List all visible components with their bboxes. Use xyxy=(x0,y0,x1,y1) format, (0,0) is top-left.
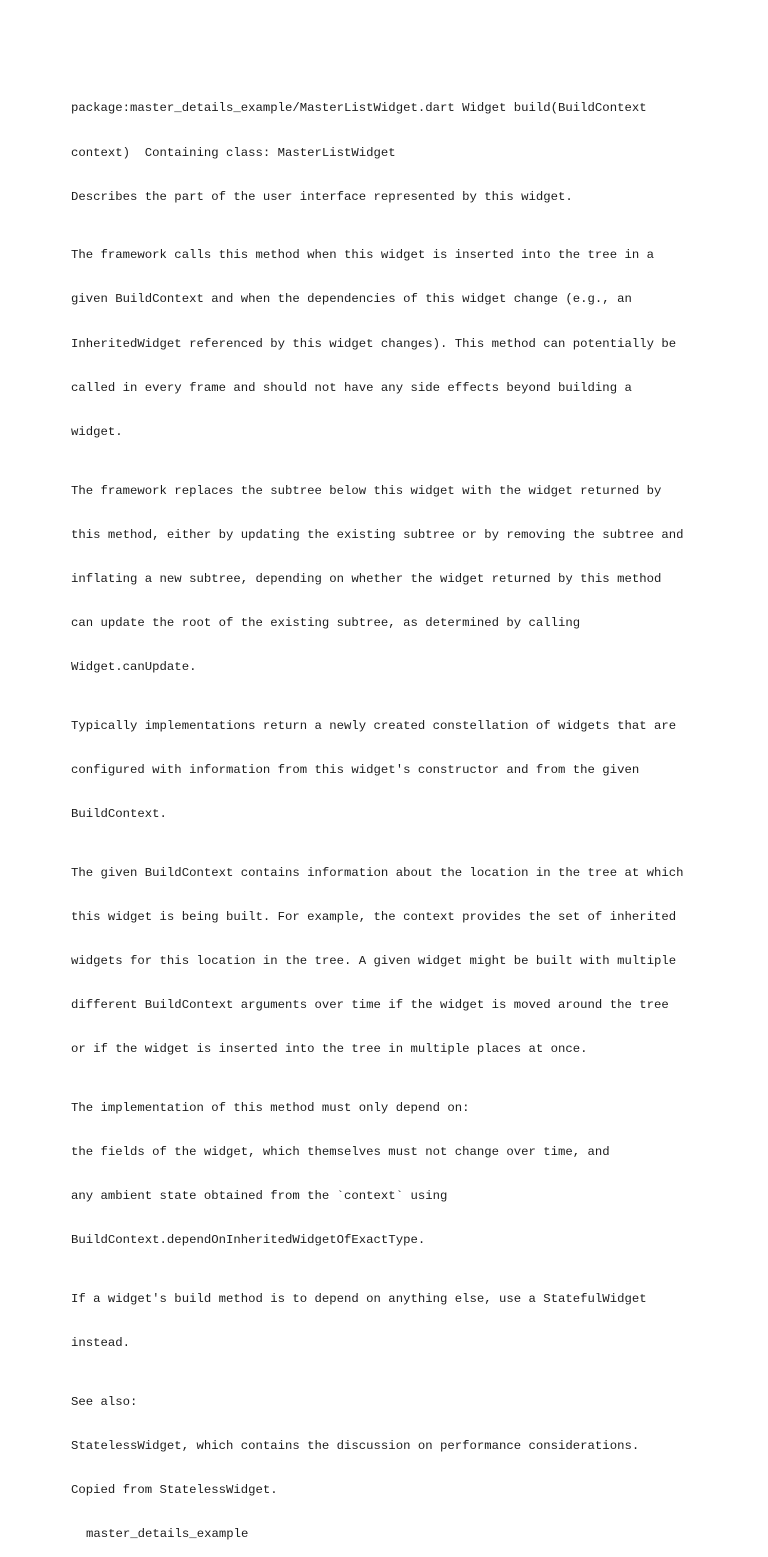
paragraph-line: The framework calls this method when this widget is inserted into the tree in a xyxy=(71,248,654,263)
paragraph-line: this widget is being built. For example, the context provides the set of inherited xyxy=(71,909,677,924)
list-item: any ambient state obtained from the `context` using xyxy=(71,1189,448,1204)
list-item: BuildContext.dependOnInheritedWidgetOfExactType. xyxy=(71,1233,426,1248)
copied-from-note: Copied from StatelessWidget. xyxy=(71,1483,278,1498)
paragraph-line: InheritedWidget referenced by this widget changes). This method can potentially be xyxy=(71,336,677,351)
see-also-item: StatelessWidget, which contains the discussion on performance considerations. xyxy=(71,1438,640,1453)
paragraph-line: The given BuildContext contains information about the location in the tree at which xyxy=(71,865,684,880)
paragraph-line: configured with information from this widget's constructor and from the given xyxy=(71,762,640,777)
list-item: the fields of the widget, which themselves must not change over time, and xyxy=(71,1144,610,1159)
summary-text: Describes the part of the user interface represented by this widget. xyxy=(71,189,573,204)
paragraph-line: BuildContext. xyxy=(71,806,167,821)
paragraph-line: Widget.canUpdate. xyxy=(71,659,197,674)
paragraph-line: The framework replaces the subtree below this widget with the widget returned by xyxy=(71,483,662,498)
paragraph-line: or if the widget is inserted into the tree in multiple places at once. xyxy=(71,1042,588,1057)
paragraph-line: given BuildContext and when the dependencies of this widget change (e.g., an xyxy=(71,292,632,307)
paragraph-line: Typically implementations return a newly created constellation of widgets that are xyxy=(71,718,677,733)
signature-line-2: context) Containing class: MasterListWidget xyxy=(71,145,396,160)
paragraph-line: called in every frame and should not have any side effects beyond building a xyxy=(71,380,632,395)
package-name: master_details_example xyxy=(86,1527,249,1542)
paragraph-line: If a widget's build method is to depend on anything else, use a StatefulWidget xyxy=(71,1291,647,1306)
documentation-popup xyxy=(71,72,711,1557)
paragraph-line: can update the root of the existing subtree, as determined by calling xyxy=(71,615,581,630)
paragraph-line: widgets for this location in the tree. A given widget might be built with multiple xyxy=(71,953,677,968)
signature-line-1: package:master_details_example/MasterListWidget.dart Widget build(BuildContext xyxy=(71,101,647,116)
paragraph-line: The implementation of this method must only depend on: xyxy=(71,1100,470,1115)
paragraph-line: inflating a new subtree, depending on whether the widget returned by this method xyxy=(71,571,662,586)
paragraph-line: instead. xyxy=(71,1336,131,1351)
paragraph-line: different BuildContext arguments over time if the widget is moved around the tree xyxy=(71,998,669,1012)
see-also-heading: See also: xyxy=(71,1394,138,1409)
paragraph-line: this method, either by updating the existing subtree or by removing the subtree and xyxy=(71,527,684,542)
paragraph-line: widget. xyxy=(71,424,123,439)
